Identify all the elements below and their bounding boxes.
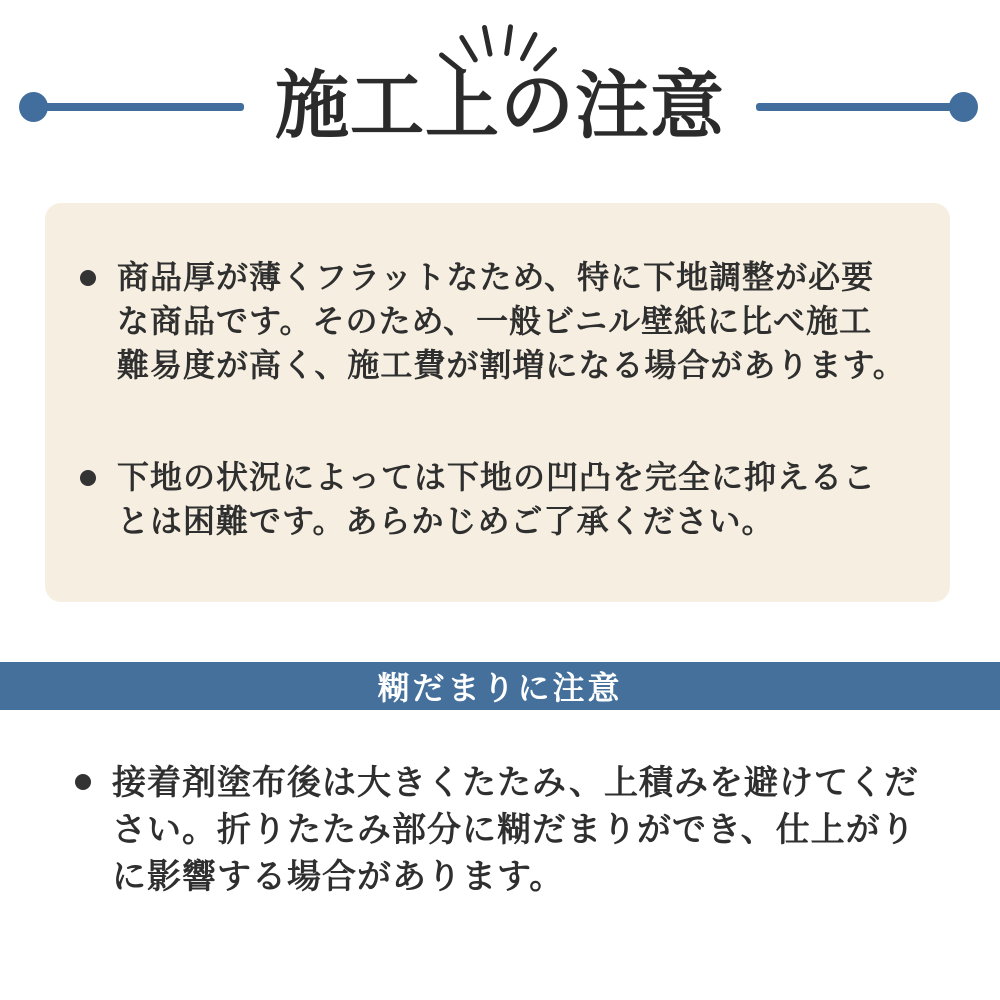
notice-item-surface [80,455,912,543]
glue-banner [0,662,1000,710]
glue-section [50,760,980,901]
notice-item-text [117,455,876,543]
glue-banner-label: 糊だまりに注意 [377,669,623,707]
glue-item [75,760,980,901]
glue-line: に影響する場合があります。 [112,857,565,897]
glue-item-text [112,760,919,901]
bullet-dot [80,470,96,486]
glue-line: 接着剤塗布後は大きくたたみ、上積みを避けてくだ [112,763,920,803]
notice-line: とは困難です。あらかじめご了承ください。 [117,502,775,540]
title-rule-right-cap [949,92,978,122]
notice-item-thickness [80,255,912,387]
bullet-dot [80,270,96,286]
notice-line: 難易度が高く、施工費が割増になる場合があります。 [117,346,906,384]
notice-item-text [117,255,906,387]
title-rule-right [756,103,955,111]
notice-line: な商品です。そのため、一般ビニル壁紙に比べ施工 [117,302,873,340]
notice-box [45,203,950,602]
notice-line: 商品厚が薄くフラットなため、特に下地調整が必要 [117,258,875,296]
page-title: 施工上の注意 [275,63,725,149]
glue-line: さい。折りたたみ部分に糊だまりができ、仕上がり [112,810,916,850]
notice-line: 下地の状況によっては下地の凹凸を完全に抑えるこ [117,458,877,496]
bullet-dot [75,774,91,790]
